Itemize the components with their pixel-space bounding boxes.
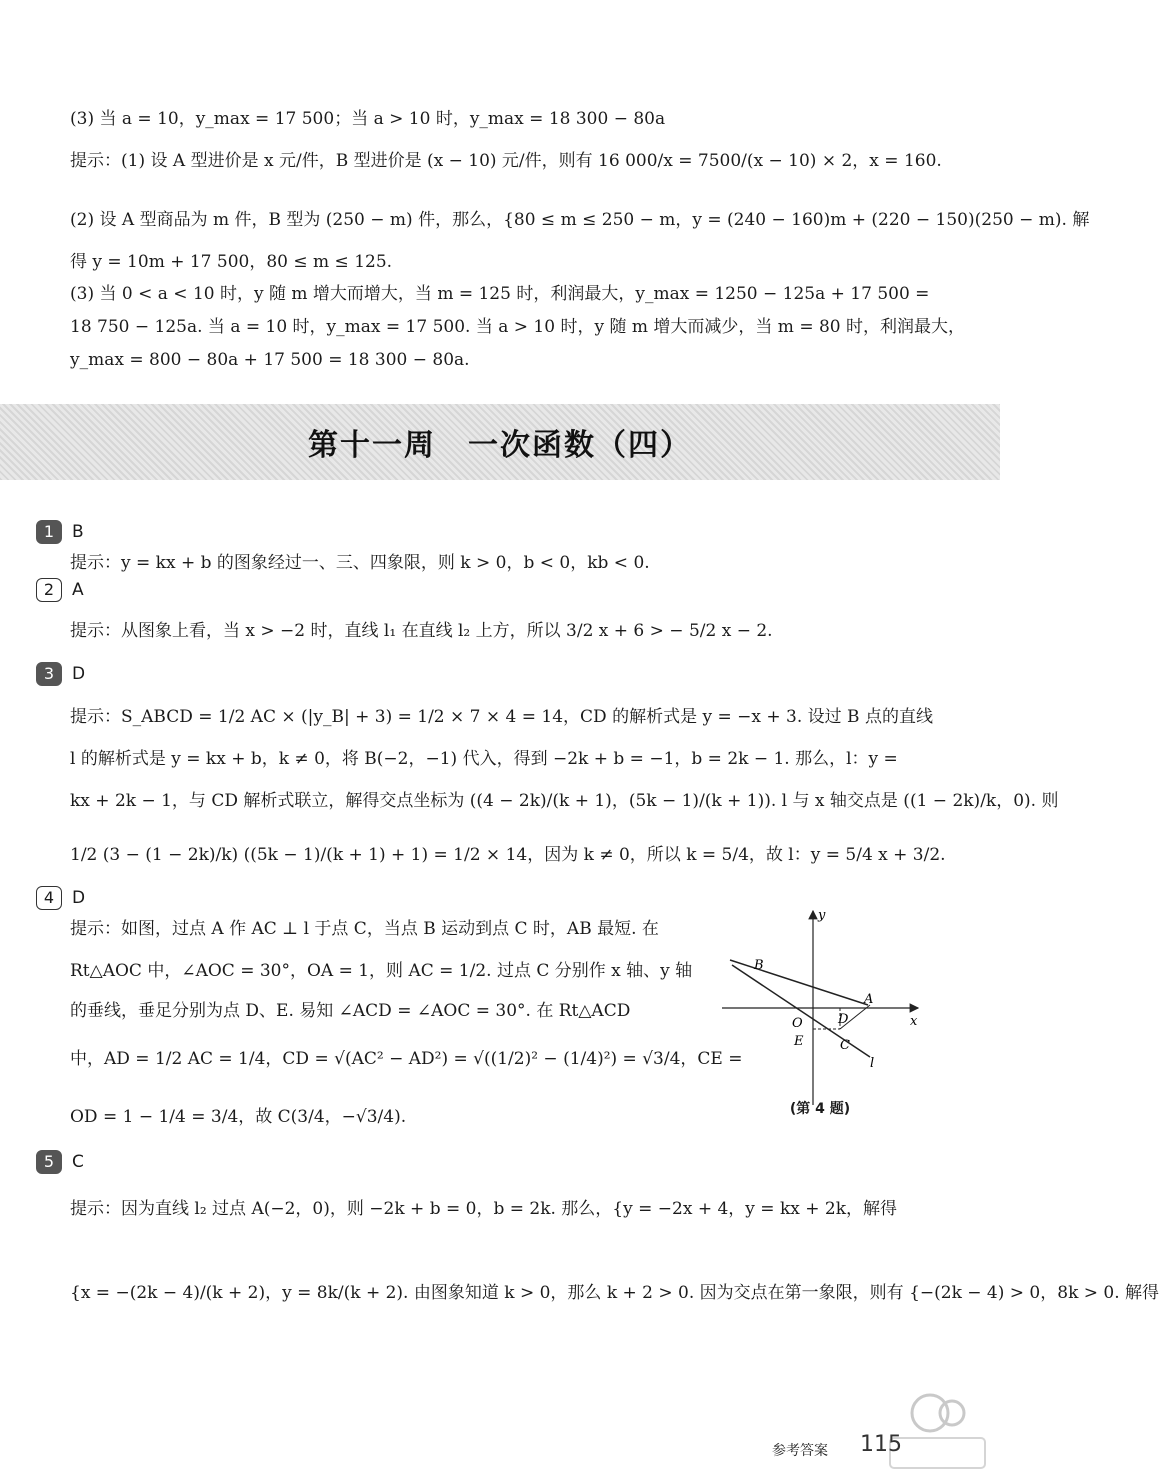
page-number: 115 [860,1432,902,1457]
question-number: 4 [36,886,62,910]
section-banner [0,404,1000,480]
text-line: 18 750 − 125a. 当 a = 10 时，y_max = 17 500. 当 a > 10 时，y 随 m 增大而减少，当 m = 80 时，利润最大， [70,317,966,337]
text-line: (3) 当 0 < a < 10 时，y 随 m 增大而增大，当 m = 125 时，利润最大，y_max = 1250 − 125a + 17 500 = [70,284,930,304]
question-answer: D [72,888,86,908]
text-line: 得 y = 10m + 17 500，80 ≤ m ≤ 125. [70,252,393,272]
hint-line: 中，AD = 1/2 AC = 1/4，CD = √(AC² − AD²) = √((1/2)² − (1/4)²) = √3/4，CE = [70,1049,743,1069]
label-c: C [840,1038,850,1053]
hint-line: {x = −(2k − 4)/(k + 2)，y = 8k/(k + 2). 由图象知道 k > 0，那么 k + 2 > 0. 因为交点在第一象限，则有 {−(2k − 4) > 0，8k > 0. 解得 [70,1283,1159,1303]
hint-line: OD = 1 − 1/4 = 3/4，故 C(3/4，−√3/4). [70,1107,407,1127]
question-number: 2 [36,578,62,602]
text-line: 提示：(1) 设 A 型进价是 x 元/件，B 型进价是 (x − 10) 元/件，则有 16 000/x = 7500/(x − 10) × 2，x = 160. [70,151,942,171]
section-title: 第十一周 一次函数（四） [308,428,692,463]
question-answer: D [72,664,86,684]
text-line: (3) 当 a = 10，y_max = 17 500；当 a > 10 时，y_max = 18 300 − 80a [70,109,666,129]
hint-line: 提示：如图，过点 A 作 AC ⊥ l 于点 C，当点 B 运动到点 C 时，AB 最短. 在 [70,919,659,939]
label-b: B [754,958,764,973]
hint-line: 提示：因为直线 l₂ 过点 A(−2，0)，则 −2k + b = 0，b = 2k. 那么，{y = −2x + 4，y = kx + 2k，解得 [70,1199,898,1219]
question-4-figure [718,905,928,1115]
question-answer: A [72,580,84,600]
label-y: y [818,908,826,923]
footer-label: 参考答案 [772,1443,828,1459]
hint-line: 提示：从图象上看，当 x > −2 时，直线 l₁ 在直线 l₂ 上方，所以 3/2 x + 6 > − 5/2 x − 2. [70,621,773,641]
label-x: x [910,1014,918,1029]
label-l: l [870,1056,875,1071]
question-number: 5 [36,1150,62,1174]
hint-line: 的垂线，垂足分别为点 D、E. 易知 ∠ACD = ∠AOC = 30°. 在 Rt△ACD [70,1001,631,1021]
hint-line: Rt△AOC 中，∠AOC = 30°，OA = 1，则 AC = 1/2. 过点 C 分别作 x 轴、y 轴 [70,961,693,981]
question-number: 3 [36,662,62,686]
label-d: D [838,1012,849,1027]
hint-line: 提示：y = kx + b 的图象经过一、三、四象限，则 k > 0，b < 0，kb < 0. [70,553,650,573]
watermark-logo [880,1378,990,1473]
question-number: 1 [36,520,62,544]
hint-line: kx + 2k − 1，与 CD 解析式联立，解得交点坐标为 ((4 − 2k)/(k + 1)，(5k − 1)/(k + 1)). l 与 x 轴交点是 ((1 − 2k)/k，0). 则 [70,791,1059,811]
question-answer: C [72,1152,84,1172]
figure-caption: (第 4 题) [789,1101,851,1117]
hint-line: 1/2 (3 − (1 − 2k)/k) ((5k − 1)/(k + 1) + 1) = 1/2 × 14，因为 k ≠ 0，所以 k = 5/4，故 l：y = 5/4 x + 3/2. [70,845,946,865]
text-line: y_max = 800 − 80a + 17 500 = 18 300 − 80a. [70,350,470,370]
label-a: A [864,992,874,1007]
label-e: E [794,1034,804,1049]
hint-line: l 的解析式是 y = kx + b，k ≠ 0，将 B(−2，−1) 代入，得到 −2k + b = −1，b = 2k − 1. 那么，l：y = [70,749,898,769]
text-line: (2) 设 A 型商品为 m 件，B 型为 (250 − m) 件，那么，{80 ≤ m ≤ 250 − m，y = (240 − 160)m + (220 − 150)(250 − m). 解 [70,210,1090,230]
label-o: O [792,1016,803,1031]
line-ab [730,960,868,1005]
hint-line: 提示：S_ABCD = 1/2 AC × (|y_B| + 3) = 1/2 × 7 × 4 = 14，CD 的解析式是 y = −x + 3. 设过 B 点的直线 [70,707,933,727]
question-answer: B [72,522,84,542]
